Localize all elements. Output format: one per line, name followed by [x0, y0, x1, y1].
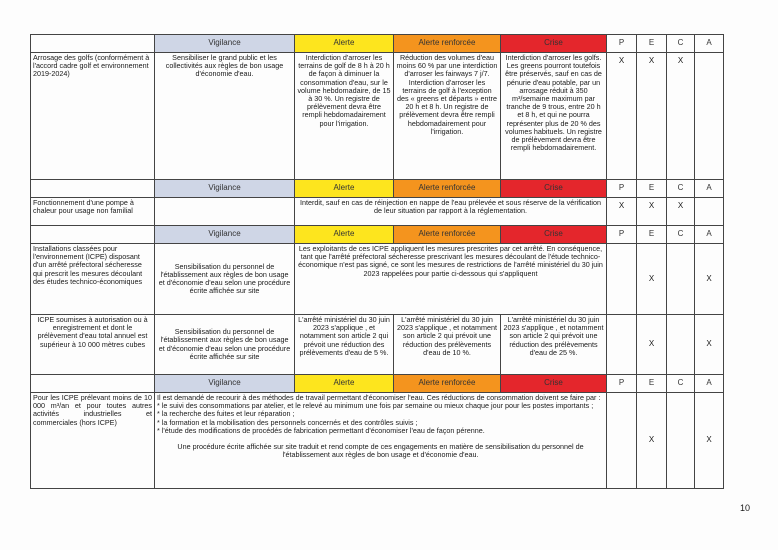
header-c: C [667, 375, 695, 393]
header-row [31, 226, 724, 244]
header-alerte: Alerte [295, 35, 394, 53]
restriction-text [155, 393, 607, 489]
header-e: E [637, 180, 667, 198]
crise-cell: L'arrêté ministériel du 30 juin 2023 s'applique , et notamment son article 2 qui prévoit une réduction des prélèvements d'eau de 25 %. [501, 315, 607, 375]
mark-c [667, 244, 695, 315]
mark-p [607, 244, 637, 315]
header-p: P [607, 35, 637, 53]
header-vigilance: Vigilance [155, 226, 295, 244]
page-number: 10 [740, 503, 751, 513]
header-empty [31, 35, 155, 53]
alerte-renforcee-cell: L'arrêté ministériel du 30 juin 2023 s'applique , et notamment son article 2 qui prévoit une réduction des prélèvements d'eau de 10 %. [394, 315, 501, 375]
header-a: A [695, 375, 724, 393]
bullet-item: * la formation et la mobilisation des personnels concernés et des contrôles suivis ; [157, 417, 418, 427]
alerte-cell: L'arrêté ministériel du 30 juin 2023 s'applique , et notamment son article 2 qui prévoit une réduction des prélèvements d'eau de 5 %. [295, 315, 394, 375]
restriction-text: Les exploitants de ces ICPE appliquent les mesures prescrites par cet arrêté. En conséquence, tant que l'arrêté préfectoral sécheresse prescrivant les mesures découlant de l'étude technico-économique n'est pas signé, ce sont les mesures de restrictions de l'arrêté ministériel du 30 juin 2023 rappelées pour partie ci-dessous qui s'appliquent [295, 244, 607, 315]
outro-text: Une procédure écrite affichée sur site traduit et rend compte de ces engagements en matière de sensibilisation du personnel de l'établissement aux règles de bon usage et d'économie d'eau. [177, 442, 584, 460]
table-row [31, 393, 724, 489]
header-p: P [607, 375, 637, 393]
usage-label: Pour les ICPE prélevant moins de 10 000 m³/an et pour toutes autres activités industrielles et commerciales (hors ICPE) [31, 393, 155, 489]
mark-e: X [637, 393, 667, 489]
header-alerte: Alerte [295, 375, 394, 393]
bullet-item: * la recherche des fuites et leur réparation ; [157, 409, 295, 419]
header-vigilance: Vigilance [155, 375, 295, 393]
bullet-item: * le suivi des consommations par atelier, et le relevé au minimum une fois par semaine ou mieux chaque jour pour les postes importants ; [157, 401, 594, 411]
header-row [31, 180, 724, 198]
header-e: E [637, 375, 667, 393]
header-alerte-renforcee: Alerte renforcée [394, 375, 501, 393]
mark-p: X [607, 198, 637, 226]
header-c: C [667, 226, 695, 244]
usage-label: ICPE soumises à autorisation ou à enregistrement et dont le prélèvement d'eau total annuel est supérieur à 10 000 mètres cubes [31, 315, 155, 375]
crise-cell: Interdiction d'arroser les golfs. Les greens pourront toutefois être préservés, sauf en cas de pénurie d'eau potable, par un arrosage réduit à 350 m³/semaine maximum par tranche de 9 trous, entre 20 h et 8 h, et qui ne pourra représenter plus de 20 % des volumes habituels. Un registre de prélèvement devra être rempli hebdomadairement. [501, 53, 607, 180]
bullet-item: * l'étude des modifications de procédés de fabrication permettant d'économiser l'eau de façon pérenne. [157, 425, 485, 435]
vigilance-cell: Sensibilisation du personnel de l'établissement aux règles de bon usage et d'économie d'eau selon une procédure écrite affichée sur site [155, 244, 295, 315]
usage-label: Installations classées pour l'environnement (ICPE) disposant d'un arrêté préfectoral sécheresse qui prescrit les mesures découlant des études technico-économiques [31, 244, 155, 315]
alerte-renforcee-cell: Réduction des volumes d'eau moins 60 % par une interdiction d'arroser les fairways 7 j/7. Interdiction d'arroser les terrains de golf à l'exception des « greens et départs » entre 20 h et 8 h. Un registre de prélèvement devra être rempli hebdomadairement pour l'irrigation. [394, 53, 501, 180]
table-row [31, 244, 724, 315]
mark-a: X [695, 244, 724, 315]
header-vigilance: Vigilance [155, 180, 295, 198]
mark-p [607, 393, 637, 489]
header-a: A [695, 35, 724, 53]
header-alerte: Alerte [295, 226, 394, 244]
mark-a [695, 198, 724, 226]
header-alerte-renforcee: Alerte renforcée [394, 180, 501, 198]
mark-c [667, 315, 695, 375]
mark-c: X [667, 53, 695, 180]
header-crise: Crise [501, 375, 607, 393]
table-row [31, 53, 724, 180]
mark-e: X [637, 315, 667, 375]
header-vigilance: Vigilance [155, 35, 295, 53]
intro-text: Il est demandé de recourir à des méthodes de travail permettant d'économiser l'eau. Ces réductions de consommation doivent se faire par : [157, 393, 601, 402]
mark-a: X [695, 315, 724, 375]
mark-p [607, 315, 637, 375]
header-alerte: Alerte [295, 180, 394, 198]
table-row [31, 315, 724, 375]
header-c: C [667, 35, 695, 53]
header-crise: Crise [501, 226, 607, 244]
header-empty [31, 180, 155, 198]
mark-e: X [637, 53, 667, 180]
mark-e: X [637, 198, 667, 226]
restriction-text: Interdit, sauf en cas de réinjection en nappe de l'eau prélevée et sous réserve de la vérification de leur situation par rapport à la réglementation. [295, 198, 607, 226]
header-c: C [667, 180, 695, 198]
header-e: E [637, 35, 667, 53]
usage-label: Arrosage des golfs (conformément à l'accord cadre golf et environnement 2019-2024) [31, 53, 155, 180]
vigilance-cell: Sensibiliser le grand public et les collectivités aux règles de bon usage d'économie d'eau. [155, 53, 295, 180]
vigilance-cell [155, 198, 295, 226]
header-p: P [607, 180, 637, 198]
header-row [31, 375, 724, 393]
header-alerte-renforcee: Alerte renforcée [394, 35, 501, 53]
header-a: A [695, 226, 724, 244]
mark-c [667, 393, 695, 489]
header-a: A [695, 180, 724, 198]
mark-p: X [607, 53, 637, 180]
header-crise: Crise [501, 35, 607, 53]
restrictions-table [30, 34, 724, 489]
mark-e: X [637, 244, 667, 315]
mark-a: X [695, 393, 724, 489]
header-p: P [607, 226, 637, 244]
vigilance-cell: Sensibilisation du personnel de l'établissement aux règles de bon usage et d'économie d'eau selon une procédure écrite affichée sur site [155, 315, 295, 375]
table-row [31, 198, 724, 226]
mark-c: X [667, 198, 695, 226]
mark-a [695, 53, 724, 180]
usage-label: Fonctionnement d'une pompe à chaleur pour usage non familial [31, 198, 155, 226]
header-e: E [637, 226, 667, 244]
header-row [31, 35, 724, 53]
header-empty [31, 375, 155, 393]
header-crise: Crise [501, 180, 607, 198]
header-alerte-renforcee: Alerte renforcée [394, 226, 501, 244]
alerte-cell: Interdiction d'arroser les terrains de golf de 8 h à 20 h de façon à diminuer la consommation d'eau, sur le volume hebdomadaire, de 15 à 30 %. Un registre de prélèvement devra être rempli hebdomadairement pour l'irrigation. [295, 53, 394, 180]
header-empty [31, 226, 155, 244]
